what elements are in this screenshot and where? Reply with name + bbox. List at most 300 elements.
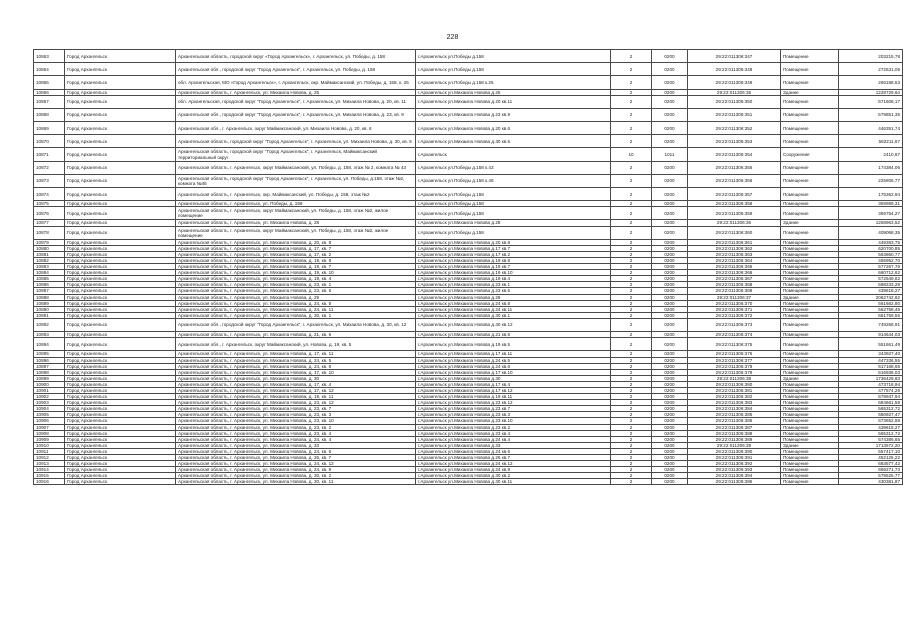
use-code-cell: 0200 — [652, 122, 688, 135]
object-type-cell: Помещение — [781, 332, 839, 338]
cadastral-number-cell: 29:22:011306:347 — [688, 50, 781, 63]
cadastral-number-cell: 29:22:011306:364 — [688, 258, 781, 264]
group-code-cell: 2 — [611, 187, 652, 200]
cadastral-number-cell: 29:22:011306:357 — [688, 187, 781, 200]
use-code-cell: 0200 — [652, 363, 688, 369]
full-address-cell: Архангельская область, г. Архангельск, ул. Михаила Новова, д. 24, кв. 8 — [176, 300, 416, 306]
municipality-cell: Город Архангельск — [65, 95, 176, 108]
full-address-cell: обл. Архангельская, городской округ "Город Архангельск", г. Архангельск, ул. Михаила Новова, д. 20, кв. 11 — [176, 95, 416, 108]
use-code-cell: 0200 — [652, 424, 688, 430]
full-address-cell: Архангельская область, г. Архангельск, ул. Михаила Новова, д. 21, кв. 6 — [176, 332, 416, 338]
cadastral-number-cell: 29:22:011306:367 — [688, 276, 781, 282]
row-number-cell: 10892 — [34, 318, 65, 331]
row-number-cell: 10902 — [34, 394, 65, 400]
table-row — [34, 122, 903, 135]
use-code-cell: 0200 — [652, 251, 688, 257]
municipality-cell: Город Архангельск — [65, 207, 176, 220]
use-code-cell: 0200 — [652, 467, 688, 473]
full-address-cell: Архангельская область, г. Архангельск, ул. Михаила Новова, д. 30, кв. 2 — [176, 473, 416, 479]
municipality-cell: Город Архангельск — [65, 467, 176, 473]
row-number-cell: 10869 — [34, 122, 65, 135]
use-code-cell: 0200 — [652, 318, 688, 331]
short-address-cell: г.Архангельск ул.Михаила Новова д.23 кв.3 — [416, 412, 611, 418]
cadastral-value-cell: 439618,27 — [839, 424, 903, 430]
group-code-cell: 2 — [611, 338, 652, 351]
cadastral-value-cell: 477574,26 — [839, 387, 903, 393]
row-number-cell: 10863 — [34, 50, 65, 63]
group-code-cell: 2 — [611, 108, 652, 121]
row-number-cell: 10867 — [34, 95, 65, 108]
group-code-cell: 2 — [611, 239, 652, 245]
object-type-cell: Помещение — [781, 122, 839, 135]
cadastral-number-cell: 29:22:011306:361 — [688, 239, 781, 245]
municipality-cell: Город Архангельск — [65, 108, 176, 121]
group-code-cell: 2 — [611, 418, 652, 424]
cadastral-value-cell: 914644,03 — [839, 332, 903, 338]
cadastral-value-cell: 455952,70 — [839, 258, 903, 264]
row-number-cell: 10870 — [34, 135, 65, 148]
cadastral-value-cell: 1228729,64 — [839, 89, 903, 95]
cadastral-number-cell: 29:22:011306:363 — [688, 251, 781, 257]
object-type-cell: Помещение — [781, 187, 839, 200]
group-code-cell: 2 — [611, 461, 652, 467]
row-number-cell: 10864 — [34, 63, 65, 76]
cadastral-number-cell: 29:22:011306:374 — [688, 332, 781, 338]
full-address-cell: Архангельская область, г. Архангельск, ул. Михаила Новова, д. 20, кв. 8 — [176, 239, 416, 245]
short-address-cell: г.Архангельск ул.Михаила Новова д.19 кв.5 — [416, 338, 611, 351]
municipality-cell: Город Архангельск — [65, 270, 176, 276]
short-address-cell: г.Архангельск ул.Михаила Новова д.24 кв.11 — [416, 306, 611, 312]
object-type-cell: Помещение — [781, 338, 839, 351]
object-type-cell: Помещение — [781, 264, 839, 270]
full-address-cell: Архангельская область, г. Архангельск, ул. Михаила Новова, д. 19, кв. 11 — [176, 394, 416, 400]
full-address-cell: Архангельская область, г. Архангельск, ул. Михаила Новова, д. 24, кв. 11 — [176, 306, 416, 312]
short-address-cell: г.Архангельск ул.Победы д.158 к.25 — [416, 76, 611, 89]
short-address-cell: г.Архангельск ул.Михаила Новова д.30 кв.2 — [416, 473, 611, 479]
use-code-cell: 0200 — [652, 207, 688, 220]
municipality-cell: Город Архангельск — [65, 294, 176, 300]
municipality-cell: Город Архангельск — [65, 448, 176, 454]
short-address-cell: г.Архангельск ул.Михаила Новова д.23 кв.9 — [416, 108, 611, 121]
group-code-cell: 2 — [611, 282, 652, 288]
use-code-cell: 0200 — [652, 220, 688, 226]
object-type-cell: Здание — [781, 89, 839, 95]
object-type-cell: Помещение — [781, 76, 839, 89]
full-address-cell: Архангельская обл., г. Архангельск, округ Маймаксанский, ул. Новова, д. 19, кв. 5 — [176, 338, 416, 351]
object-type-cell: Помещение — [781, 282, 839, 288]
row-number-cell: 10885 — [34, 276, 65, 282]
municipality-cell: Город Архангельск — [65, 300, 176, 306]
use-code-cell: 0200 — [652, 76, 688, 89]
table-row — [34, 108, 903, 121]
object-type-cell: Помещение — [781, 312, 839, 318]
cadastral-value-cell: 565312,72 — [839, 430, 903, 436]
group-code-cell: 2 — [611, 412, 652, 418]
cadastral-number-cell: 29:22:011306:392 — [688, 461, 781, 467]
cadastral-value-cell: 557417,10 — [839, 448, 903, 454]
group-code-cell: 2 — [611, 369, 652, 375]
table-row — [34, 161, 903, 174]
municipality-cell: Город Архангельск — [65, 369, 176, 375]
group-code-cell: 2 — [611, 381, 652, 387]
use-code-cell: 0200 — [652, 400, 688, 406]
short-address-cell: г.Архангельск ул.Михаила Новова д.17 кв.10 — [416, 369, 611, 375]
object-type-cell: Помещение — [781, 95, 839, 108]
group-code-cell: 2 — [611, 76, 652, 89]
short-address-cell: г.Архангельск ул.Победы д.158 к.46 — [416, 174, 611, 187]
use-code-cell: 0200 — [652, 461, 688, 467]
use-code-cell: 0200 — [652, 63, 688, 76]
municipality-cell: Город Архангельск — [65, 412, 176, 418]
full-address-cell: Архангельская область, г. Архангельск, ул. Михаила Новова, д. 30 — [176, 375, 416, 381]
group-code-cell: 2 — [611, 226, 652, 239]
municipality-cell: Город Архангельск — [65, 264, 176, 270]
cadastral-number-cell: 29:22:011306:37 — [688, 294, 781, 300]
cadastral-number-cell: 29:22:011306:388 — [688, 430, 781, 436]
short-address-cell: г.Архангельск ул.Михаила Новова д.24 кв.9 — [416, 467, 611, 473]
table-row — [34, 207, 903, 220]
cadastral-value-cell: 439618,27 — [839, 288, 903, 294]
row-number-cell: 10891 — [34, 312, 65, 318]
full-address-cell: Архангельская область, г. Архангельск, ул. Михаила Новова, д. 17, кв. 4 — [176, 381, 416, 387]
use-code-cell: 1011 — [652, 148, 688, 161]
short-address-cell: г.Архангельск ул.Михаила Новова д.28 — [416, 220, 611, 226]
cadastral-value-cell: 1736429,83 — [839, 375, 903, 381]
cadastral-value-cell: 684661,58 — [839, 400, 903, 406]
object-type-cell: Помещение — [781, 387, 839, 393]
group-code-cell: 2 — [611, 479, 652, 485]
short-address-cell: г.Архангельск ул.Победы д.158 — [416, 187, 611, 200]
short-address-cell: г.Архангельск ул.Михаила Новова д.33 — [416, 442, 611, 448]
short-address-cell: г.Архангельск — [416, 148, 611, 161]
full-address-cell: Архангельская область, г. Архангельск, ул. Михаила Новова, д. 25 — [176, 89, 416, 95]
full-address-cell: Архангельская область, г. Архангельск, ул. Михаила Новова, д. 24, кв. 6 — [176, 448, 416, 454]
cadastral-number-cell: 29:22:011306:362 — [688, 245, 781, 251]
cadastral-number-cell: 29:22:011306:36 — [688, 220, 781, 226]
cadastral-value-table — [33, 49, 903, 485]
cadastral-value-cell: 579851,35 — [839, 108, 903, 121]
row-number-cell: 10908 — [34, 430, 65, 436]
row-number-cell: 10874 — [34, 187, 65, 200]
full-address-cell: Архангельская область, г. Архангельск, ул. Михаила Новова, д. 23, кв. 2 — [176, 424, 416, 430]
cadastral-value-cell: 409068,35 — [839, 226, 903, 239]
row-number-cell: 10886 — [34, 282, 65, 288]
object-type-cell: Здание — [781, 220, 839, 226]
object-type-cell: Помещение — [781, 473, 839, 479]
row-number-cell: 10890 — [34, 306, 65, 312]
cadastral-number-cell: 29:22:011306:383 — [688, 400, 781, 406]
municipality-cell: Город Архангельск — [65, 226, 176, 239]
cadastral-value-cell: 447336,55 — [839, 357, 903, 363]
municipality-cell: Город Архангельск — [65, 50, 176, 63]
cadastral-number-cell: 29:22:011306:371 — [688, 306, 781, 312]
row-number-cell: 10880 — [34, 245, 65, 251]
full-address-cell: Архангельская область, г. Архангельск, ул. Михаила Новова, д. 23, кв. 7 — [176, 406, 416, 412]
group-code-cell: 2 — [611, 430, 652, 436]
row-number-cell: 10912 — [34, 455, 65, 461]
cadastral-value-cell: 660712,62 — [839, 270, 903, 276]
full-address-cell: Архангельская область, г. Архангельск, ул. Михаила Новова, д. 19, кв. 8 — [176, 258, 416, 264]
group-code-cell: 2 — [611, 442, 652, 448]
object-type-cell: Помещение — [781, 300, 839, 306]
use-code-cell: 0200 — [652, 294, 688, 300]
short-address-cell: г.Архангельск ул.Михаила Новова д.21 кв.6 — [416, 332, 611, 338]
use-code-cell: 0200 — [652, 430, 688, 436]
row-number-cell: 10865 — [34, 76, 65, 89]
use-code-cell: 0200 — [652, 288, 688, 294]
row-number-cell: 10901 — [34, 387, 65, 393]
object-type-cell: Помещение — [781, 161, 839, 174]
full-address-cell: Архангельская область, г. Архангельск, ул. Михаила Новова, д. 33 — [176, 442, 416, 448]
full-address-cell: Архангельская область, г. Архангельск, округ Маймаксанский, ул. Победы, д. 158, этаж № 2, комната № 43 — [176, 161, 416, 174]
row-number-cell: 10915 — [34, 473, 65, 479]
use-code-cell: 0200 — [652, 95, 688, 108]
group-code-cell: 2 — [611, 264, 652, 270]
cadastral-value-cell: 1258963,52 — [839, 220, 903, 226]
cadastral-number-cell: 29:22:011306:373 — [688, 318, 781, 331]
row-number-cell: 10899 — [34, 375, 65, 381]
use-code-cell: 0200 — [652, 187, 688, 200]
cadastral-value-cell: 562758,45 — [839, 306, 903, 312]
municipality-cell: Город Архангельск — [65, 220, 176, 226]
object-type-cell: Помещение — [781, 239, 839, 245]
cadastral-number-cell: 29:22:011306:353 — [688, 135, 781, 148]
short-address-cell: г.Архангельск ул.Михаила Новова д.24 кв.8 — [416, 300, 611, 306]
table-row — [34, 63, 903, 76]
short-address-cell: г.Архангельск ул.Михаила Новова д.19 кв.10 — [416, 270, 611, 276]
full-address-cell: Архангельская область, г. Архангельск, ул. Михаила Новова, д. 29 — [176, 294, 416, 300]
cadastral-value-cell: 571608,17 — [839, 95, 903, 108]
group-code-cell: 2 — [611, 375, 652, 381]
object-type-cell: Здание — [781, 375, 839, 381]
cadastral-number-cell: 29:22:011306:351 — [688, 108, 781, 121]
cadastral-number-cell: 29:22:011306:369 — [688, 288, 781, 294]
use-code-cell: 0200 — [652, 357, 688, 363]
municipality-cell: Город Архангельск — [65, 239, 176, 245]
full-address-cell: Архангельская область, г. Архангельск, округ Маймаксанский, ул. Победы, д. 158, этаж №2, жилое помещение — [176, 207, 416, 220]
use-code-cell: 0200 — [652, 312, 688, 318]
cadastral-number-cell: 29:22:011306:38 — [688, 375, 781, 381]
municipality-cell: Город Архангельск — [65, 63, 176, 76]
group-code-cell: 2 — [611, 63, 652, 76]
use-code-cell: 0200 — [652, 174, 688, 187]
full-address-cell: Архангельская обл., городской округ "Город Архангельск", г. Архангельск, ул. Победы, д. 158 — [176, 63, 416, 76]
full-address-cell: Архангельская область, г. Архангельск, ул. Михаила Новова, д. 28 — [176, 220, 416, 226]
group-code-cell: 2 — [611, 406, 652, 412]
full-address-cell: Архангельская область, г. Архангельск, ул. Михаила Новова, д. 30, кв. 11 — [176, 479, 416, 485]
short-address-cell: г.Архангельск ул.Победы д.158 — [416, 50, 611, 63]
object-type-cell: Помещение — [781, 461, 839, 467]
group-code-cell: 2 — [611, 251, 652, 257]
object-type-cell: Помещение — [781, 108, 839, 121]
cadastral-number-cell: 29:22:011306:382 — [688, 394, 781, 400]
municipality-cell: Город Архангельск — [65, 148, 176, 161]
cadastral-number-cell: 29:22:011306:352 — [688, 122, 781, 135]
table-row — [34, 135, 903, 148]
short-address-cell: г.Архангельск ул.Михаила Новова д.23 кв.6 — [416, 288, 611, 294]
cadastral-value-cell: 175362,94 — [839, 187, 903, 200]
use-code-cell: 0200 — [652, 381, 688, 387]
group-code-cell: 2 — [611, 270, 652, 276]
row-number-cell: 10868 — [34, 108, 65, 121]
cadastral-number-cell: 29:22:011306:389 — [688, 436, 781, 442]
object-type-cell: Помещение — [781, 479, 839, 485]
cadastral-value-cell: 565312,72 — [839, 406, 903, 412]
cadastral-value-cell: 579525,77 — [839, 473, 903, 479]
row-number-cell: 10875 — [34, 201, 65, 207]
cadastral-value-cell: 577267,76 — [839, 264, 903, 270]
municipality-cell: Город Архангельск — [65, 479, 176, 485]
row-number-cell: 10906 — [34, 418, 65, 424]
municipality-cell: Город Архангельск — [65, 276, 176, 282]
use-code-cell: 0200 — [652, 387, 688, 393]
group-code-cell: 2 — [611, 245, 652, 251]
group-code-cell: 2 — [611, 332, 652, 338]
use-code-cell: 0200 — [652, 226, 688, 239]
cadastral-value-cell: 1713572,20 — [839, 442, 903, 448]
cadastral-value-cell: 617168,65 — [839, 363, 903, 369]
row-number-cell: 10898 — [34, 369, 65, 375]
full-address-cell: Архангельская обл., городской округ "Город Архангельск", г. Архангельск, ул. Михаила Новова, д. 30, кв. 12 — [176, 318, 416, 331]
cadastral-number-cell: 29:22:011306:378 — [688, 363, 781, 369]
use-code-cell: 0200 — [652, 369, 688, 375]
use-code-cell: 0200 — [652, 442, 688, 448]
short-address-cell: г.Архангельск ул.Михаила Новова д.30 кв.11 — [416, 479, 611, 485]
row-number-cell: 10866 — [34, 89, 65, 95]
short-address-cell: г.Архангельск ул.Победы д.158 — [416, 226, 611, 239]
short-address-cell: г.Архангельск ул.Михаила Новова д.23 кв.2 — [416, 424, 611, 430]
cadastral-value-cell: 673652,58 — [839, 418, 903, 424]
group-code-cell: 2 — [611, 357, 652, 363]
full-address-cell: Архангельская область, г. Архангельск, ул. Михаила Новова, д. 17, кв. 12 — [176, 387, 416, 393]
cadastral-value-cell: 343927,40 — [839, 351, 903, 357]
use-code-cell: 0200 — [652, 375, 688, 381]
table-row — [34, 76, 903, 89]
object-type-cell: Помещение — [781, 351, 839, 357]
short-address-cell: г.Архангельск ул.Михаила Новова д.30 кв.1 — [416, 312, 611, 318]
object-type-cell: Помещение — [781, 226, 839, 239]
page-number: 228 — [446, 34, 459, 41]
full-address-cell: Архангельская область, г. Архангельск, ул. Михаила Новова, д. 24, кв. 6 — [176, 363, 416, 369]
cadastral-number-cell: 29:22:011306:359 — [688, 207, 781, 220]
object-type-cell: Помещение — [781, 430, 839, 436]
cadastral-number-cell: 29:22:011306:385 — [688, 412, 781, 418]
municipality-cell: Город Архангельск — [65, 312, 176, 318]
cadastral-number-cell: 29:22:011306:377 — [688, 357, 781, 363]
short-address-cell: г.Архангельск ул.Михаила Новова д.30 — [416, 375, 611, 381]
cadastral-number-cell: 29:22:011306:35 — [688, 89, 781, 95]
full-address-cell: Архангельская область, городской округ "Город Архангельск", г. Архангельск, ул. Победы, д.158, этаж №2, комната №46 — [176, 174, 416, 187]
cadastral-value-cell: 679947,94 — [839, 394, 903, 400]
group-code-cell: 2 — [611, 294, 652, 300]
short-address-cell: г.Архангельск ул.Михаила Новова д.17 кв.7 — [416, 245, 611, 251]
cadastral-value-cell: 669271,73 — [839, 467, 903, 473]
cadastral-value-cell: 225806,77 — [839, 174, 903, 187]
row-number-cell: 10903 — [34, 400, 65, 406]
short-address-cell: г.Архангельск ул.Победы д.158 к.43 — [416, 161, 611, 174]
short-address-cell: г.Архангельск ул.Михаила Новова д.20 кв.6 — [416, 122, 611, 135]
row-number-cell: 10882 — [34, 258, 65, 264]
use-code-cell: 0200 — [652, 351, 688, 357]
row-number-cell: 10905 — [34, 412, 65, 418]
object-type-cell: Помещение — [781, 448, 839, 454]
object-type-cell: Помещение — [781, 174, 839, 187]
full-address-cell: Архангельская область, городской округ "Город Архангельск", г. Архангельск, ул. Михаила Новова, д. 30, кв. 5 — [176, 135, 416, 148]
row-number-cell: 10914 — [34, 467, 65, 473]
full-address-cell: Архангельская область, городской округ «Город Архангельск», г. Архангельск, ул. Победы, д. 158 — [176, 50, 416, 63]
object-type-cell: Помещение — [781, 357, 839, 363]
cadastral-number-cell: 29:22:011306:381 — [688, 387, 781, 393]
municipality-cell: Город Архангельск — [65, 161, 176, 174]
group-code-cell: 2 — [611, 436, 652, 442]
row-number-cell: 10873 — [34, 174, 65, 187]
group-code-cell: 10 — [611, 148, 652, 161]
cadastral-number-cell: 29:22:011306:358 — [688, 201, 781, 207]
cadastral-number-cell: 29:22:011306:348 — [688, 63, 781, 76]
municipality-cell: Город Архангельск — [65, 418, 176, 424]
municipality-cell: Город Архангельск — [65, 375, 176, 381]
cadastral-number-cell: 29:22:011306:370 — [688, 300, 781, 306]
row-number-cell: 10900 — [34, 381, 65, 387]
cadastral-value-cell: 651759,55 — [839, 312, 903, 318]
full-address-cell: Архангельская область, г. Архангельск, ул. Михаила Новова, д. 17, кв. 7 — [176, 245, 416, 251]
municipality-cell: Город Архангельск — [65, 406, 176, 412]
cadastral-number-cell: 29:22:011306:395 — [688, 479, 781, 485]
cadastral-number-cell: 29:22:011306:386 — [688, 418, 781, 424]
object-type-cell: Помещение — [781, 436, 839, 442]
cadastral-value-cell: 551661,49 — [839, 338, 903, 351]
cadastral-value-cell: 272631,05 — [839, 63, 903, 76]
group-code-cell: 2 — [611, 276, 652, 282]
cadastral-number-cell: 29:22:011306:349 — [688, 76, 781, 89]
municipality-cell: Город Архангельск — [65, 89, 176, 95]
municipality-cell: Город Архангельск — [65, 135, 176, 148]
row-number-cell: 10895 — [34, 351, 65, 357]
object-type-cell: Здание — [781, 442, 839, 448]
municipality-cell: Город Архангельск — [65, 351, 176, 357]
group-code-cell: 2 — [611, 201, 652, 207]
use-code-cell: 0200 — [652, 108, 688, 121]
use-code-cell: 0200 — [652, 282, 688, 288]
cadastral-value-cell: 473718,94 — [839, 381, 903, 387]
group-code-cell: 2 — [611, 50, 652, 63]
cadastral-value-cell: 582211,67 — [839, 135, 903, 148]
group-code-cell: 2 — [611, 473, 652, 479]
full-address-cell: Архангельская область, г. Архангельск, ул. Михаила Новова, д. 19, кв. 4 — [176, 276, 416, 282]
short-address-cell: г.Архангельск ул.Михаила Новова д.19 кв.11 — [416, 394, 611, 400]
cadastral-number-cell: 29:22:011306:356 — [688, 174, 781, 187]
use-code-cell: 0200 — [652, 270, 688, 276]
object-type-cell: Помещение — [781, 258, 839, 264]
municipality-cell: Город Архангельск — [65, 357, 176, 363]
municipality-cell: Город Архангельск — [65, 76, 176, 89]
group-code-cell: 2 — [611, 387, 652, 393]
municipality-cell: Город Архангельск — [65, 258, 176, 264]
object-type-cell: Помещение — [781, 406, 839, 412]
cadastral-value-cell: 449383,75 — [839, 239, 903, 245]
full-address-cell: Архангельская область, г. Архангельск, ул. Михаила Новова, д. 17, кв. 2 — [176, 251, 416, 257]
group-code-cell: 2 — [611, 258, 652, 264]
row-number-cell: 10884 — [34, 270, 65, 276]
use-code-cell: 0200 — [652, 473, 688, 479]
object-type-cell: Помещение — [781, 63, 839, 76]
cadastral-number-cell: 29:22:011306:355 — [688, 161, 781, 174]
short-address-cell: г.Архангельск ул.Михаила Новова д.23 кв.7 — [416, 406, 611, 412]
municipality-cell: Город Архангельск — [65, 332, 176, 338]
cadastral-number-cell: 29:22:011306:372 — [688, 312, 781, 318]
group-code-cell: 2 — [611, 300, 652, 306]
object-type-cell: Помещение — [781, 418, 839, 424]
